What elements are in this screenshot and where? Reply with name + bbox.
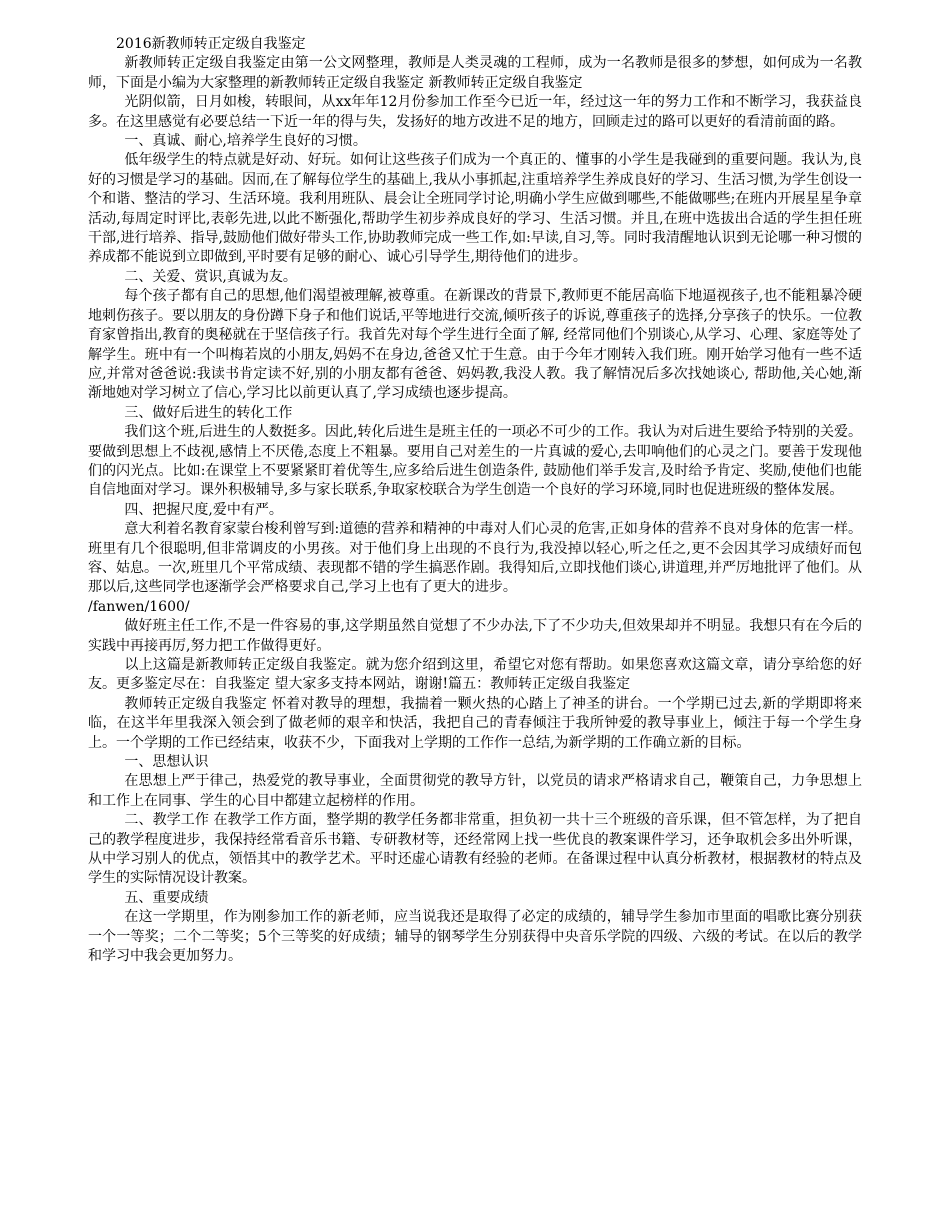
paragraph-thought: 在思想上严于律己，热爱党的教导事业，全面贯彻党的教导方针，以党员的请求严格请求自己，鞭策自己，力争思想上和工作上在同事、学生的心目中都建立起榜样的作用。 — [88, 773, 862, 809]
paragraph-teaching-work: 二、教学工作 在教学工作方面，整学期的教学任务都非常重，担负初一共十三个班级的音乐课，但不管怎样，为了把自己的教学程度进步，我保持经常看音乐书籍、专研教材等，还经常网上找一些优良的教案课件学习，还争取机会多出外听课，从中学习别人的优点，领悟其中的教学艺术。平时还虚心请教有经验的老师。在备课过程中认真分析教材，根据教材的特点及学生的实际情况设计教案。 — [88, 812, 862, 887]
paragraph-intro: 新教师转正定级自我鉴定由第一公文网整理，教师是人类灵魂的工程师，成为一名教师是很多的梦想，如何成为一名教师，下面是小编为大家整理的新教师转正定级自我鉴定 新教师转正定级自我鉴定 — [88, 55, 862, 91]
section-heading-4: 四、把握尺度,爱中有严。 — [124, 501, 283, 518]
paragraph-section-1: 低年级学生的特点就是好动、好玩。如何让这些孩子们成为一个真正的、懂事的小学生是我碰到的重要问题。我认为,良好的习惯是学习的基础。因而,在了解每位学生的基础上,我从小事抓起,注重培养学生养成良好的学习、生活习惯,为学生创设一个和谐、整洁的学习、生活环境。我利用班队、晨会让全班同学讨论,明确小学生应做到哪些,不能做哪些;在班内开展星星争章活动,每周定时评比,表彰先进,以此不断强化,帮助学生初步养成良好的学习、生活习惯。并且,在班中选拔出合适的学生担任班干部,进行培养、指导,鼓励他们做好带头工作,协助教师完成一些工作,如:早读,自习,等。同时我清醒地认识到无论哪一种习惯的养成都不能说到立即做到,平时要有足够的耐心、诚心引导学生,期待他们的进步。 — [88, 152, 862, 266]
paragraph-summary: 做好班主任工作,不是一件容易的事,这学期虽然自觉想了不少办法,下了不少功夫,但效果却并不明显。我想只有在今后的实践中再接再厉,努力把工作做得更好。 — [88, 618, 862, 654]
paragraph-opening: 光阴似箭，日月如梭，转眼间，从xx年年12月份参加工作至今已近一年，经过这一年的努力工作和不断学习，我获益良多。在这里感觉有必要总结一下近一年的得与失，发扬好的地方改进不足的地方，回顾走过的路可以更好的看清前面的路。 — [88, 94, 862, 130]
paragraph-section-4: 意大利着名教育家蒙台梭利曾写到:道德的营养和精神的中毒对人们心灵的危害,正如身体的营养不良对身体的危害一样。班里有几个很聪明,但非常调皮的小男孩。对于他们身上出现的不良行为,我没掉以轻心,听之任之,更不会因其学习成绩好而包容、姑息。一次,班里几个平常成绩、表现都不错的学生搞恶作剧。我得知后,立即找他们谈心,讲道理,并严厉地批评了他们。从那以后,这些同学也逐渐学会严格要求自己,学习上也有了更大的进步。 — [88, 521, 862, 596]
section-heading-thought: 一、思想认识 — [124, 754, 209, 771]
paragraph-share-note: 以上这篇是新教师转正定级自我鉴定。就为您介绍到这里，希望它对您有帮助。如果您喜欢这篇文章，请分享给您的好友。更多鉴定尽在：自我鉴定 望大家多支持本网站，谢谢!篇五：教师转正定级自我鉴定 — [88, 657, 862, 693]
section-heading-3: 三、做好后进生的转化工作 — [124, 404, 293, 421]
source-path-text: /fanwen/1600/ — [88, 598, 190, 615]
paragraph-section-2: 每个孩子都有自己的思想,他们渴望被理解,被尊重。在新课改的背景下,教师更不能居高临下地逼视孩子,也不能粗暴冷硬地刺伤孩子。要以朋友的身份蹲下身子和他们说话,平等地进行交流,倾听孩子的诉说,尊重孩子的选择,分享孩子的快乐。一位教育家曾指出,教育的奥秘就在于坚信孩子行。我首先对每个学生进行全面了解, 经常同他们个别谈心,从学习、心理、家庭等处了解学生。班中有一个叫梅若岚的小朋友,妈妈不在身边,爸爸又忙于生意。由于今年才刚转入我们班。刚开始学习他有一些不适应,并常对爸爸说:我读书肯定读不好,别的小朋友都有爸爸、妈妈教,我没人教。我了解情况后多次找她谈心, 帮助他,关心她,渐渐地她对学习树立了信心,学习比以前更认真了,学习成绩也逐步提高。 — [88, 288, 862, 402]
section-heading-achievements: 五、重要成绩 — [124, 889, 209, 906]
paragraph-achievements: 在这一学期里，作为刚参加工作的新老师，应当说我还是取得了必定的成绩的，辅导学生参加市里面的唱歌比赛分别获一个一等奖；二个二等奖；5个三等奖的好成绩；辅导的钢琴学生分别获得中央音乐学院的四级、六级的考试。在以后的教学和学习中我会更加努力。 — [88, 909, 862, 965]
paragraph-section-3: 我们这个班,后进生的人数挺多。因此,转化后进生是班主任的一项必不可少的工作。我认为对后进生要给予特别的关爱。要做到思想上不歧视,感情上不厌倦,态度上不粗暴。要用自己对差生的一片真诚的爱心,去叩响他们的心灵之门。要善于发现他们的闪光点。比如:在课堂上不要紧紧盯着优等生,应多给后进生创造条件, 鼓励他们举手发言,及时给予肯定、奖励,使他们也能自信地面对学习。课外积极辅导,多与家长联系,争取家校联合为学生创造一个良好的学习环境,同时也促进班级的整体发展。 — [88, 424, 862, 499]
paragraph-part-five-intro: 教师转正定级自我鉴定 怀着对教导的理想，我揣着一颗火热的心踏上了神圣的讲台。一个学期已过去,新的学期即将来临，在这半年里我深入领会到了做老师的艰辛和快活，我把自己的青春倾注于我所钟爱的教导事业上，倾注于每一个学生身上。一个学期的工作已经结束，收获不少，下面我对上学期的工作作一总结,为新学期的工作确立新的目标。 — [88, 695, 862, 751]
section-heading-2: 二、关爱、赏识,真诚为友。 — [124, 268, 297, 285]
document-title: 2016新教师转正定级自我鉴定 — [116, 36, 306, 52]
section-heading-1: 一、真诚、耐心,培养学生良好的习惯。 — [124, 133, 367, 150]
